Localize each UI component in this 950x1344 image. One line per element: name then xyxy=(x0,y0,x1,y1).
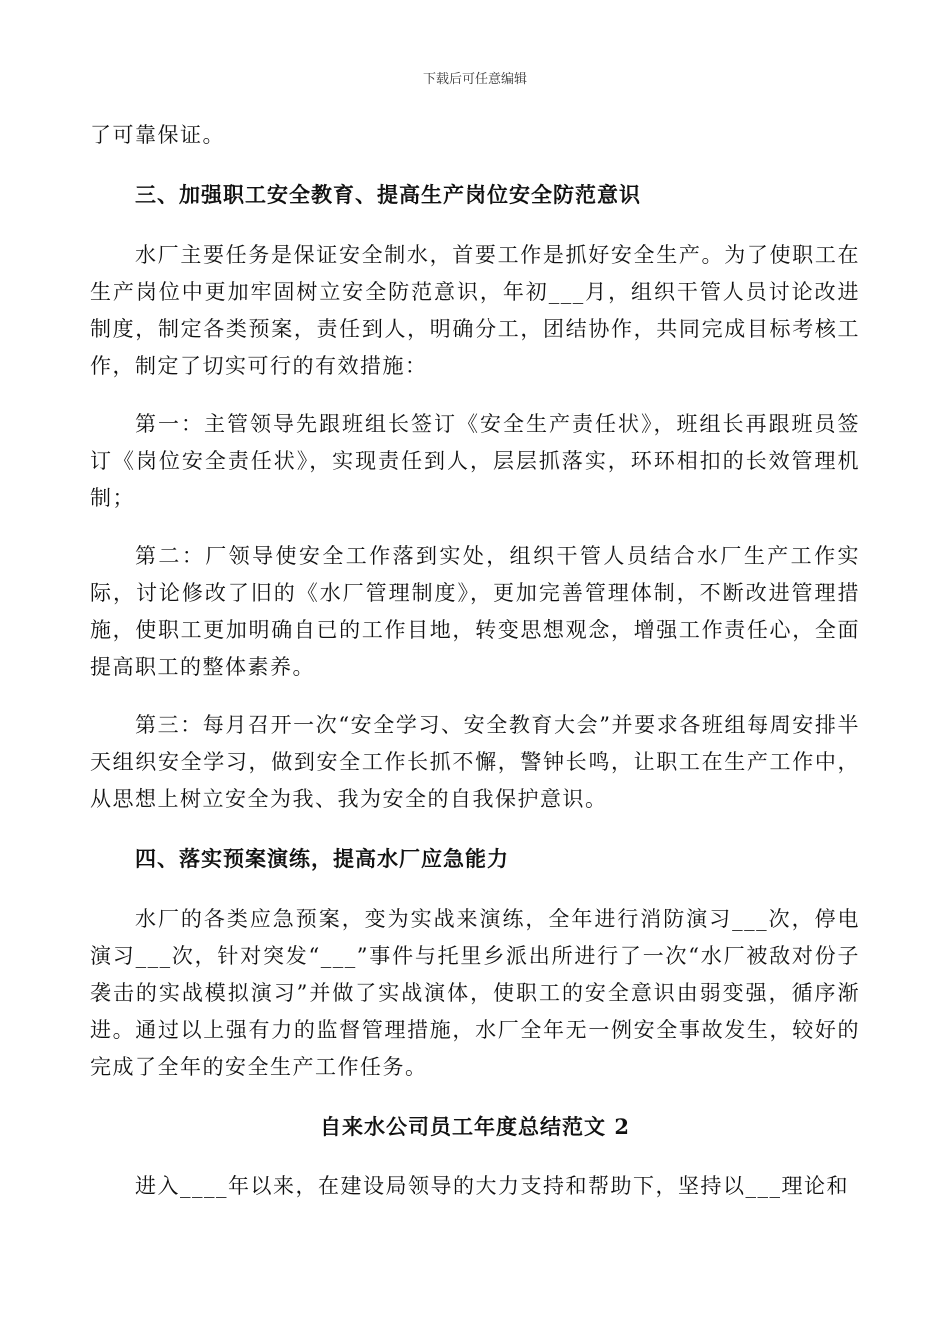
section-heading-3: 三、加强职工安全教育、提高生产岗位安全防范意识 xyxy=(135,182,641,207)
paragraph-section3-intro: 水厂主要任务是保证安全制水，首要工作是抓好安全生产。为了使职工在生产岗位中更加牢固树立安全防范意识，年初___月，组织干管人员讨论改进制度，制定各类预案，责任到人，明确分工，团结协作，共同完成目标考核工作，制定了切实可行的有效措施： xyxy=(90,243,860,378)
paragraph-continuation: 了可靠保证。 xyxy=(90,123,225,147)
paragraph-section4: 水厂的各类应急预案，变为实战来演练，全年进行消防演习___次，停电演习___次，针对突发“___”事件与托里乡派出所进行了一次“水厂被敌对份子袭击的实战模拟演习”并做了实战演体，使职工的安全意识由弱变强，循序渐进。通过以上强有力的监督管理措施，水厂全年无一例安全事故发生，较好的完成了全年的安全生产工作任务。 xyxy=(90,907,860,1079)
article-title-2: 自来水公司员工年度总结范文 2 xyxy=(320,1114,630,1139)
paragraph-article2-start: 进入____年以来，在建设局领导的大力支持和帮助下，坚持以___理论和 xyxy=(135,1174,849,1198)
paragraph-measure-3: 第三：每月召开一次“安全学习、安全教育大会”并要求各班组每周安排半天组织安全学习，做到安全工作长抓不懈，警钟长鸣，让职工在生产工作中，从思想上树立安全为我、我为安全的自我保护意识。 xyxy=(90,713,860,811)
page-header: 下载后可任意编辑 xyxy=(422,72,527,87)
paragraph-measure-2: 第二：厂领导使安全工作落到实处，组织干管人员结合水厂生产工作实际，讨论修改了旧的《水厂管理制度》，更加完善管理体制，不断改进管理措施，使职工更加明确自已的工作目地，转变思想观念，增强工作责任心，全面提高职工的整体素养。 xyxy=(90,544,860,679)
section-heading-4: 四、落实预案演练，提高水厂应急能力 xyxy=(135,846,509,871)
paragraph-measure-1: 第一：主管领导先跟班组长签订《安全生产责任状》，班组长再跟班员签订《岗位安全责任状》，实现责任到人，层层抓落实，环环相扣的长效管理机制； xyxy=(90,412,860,510)
